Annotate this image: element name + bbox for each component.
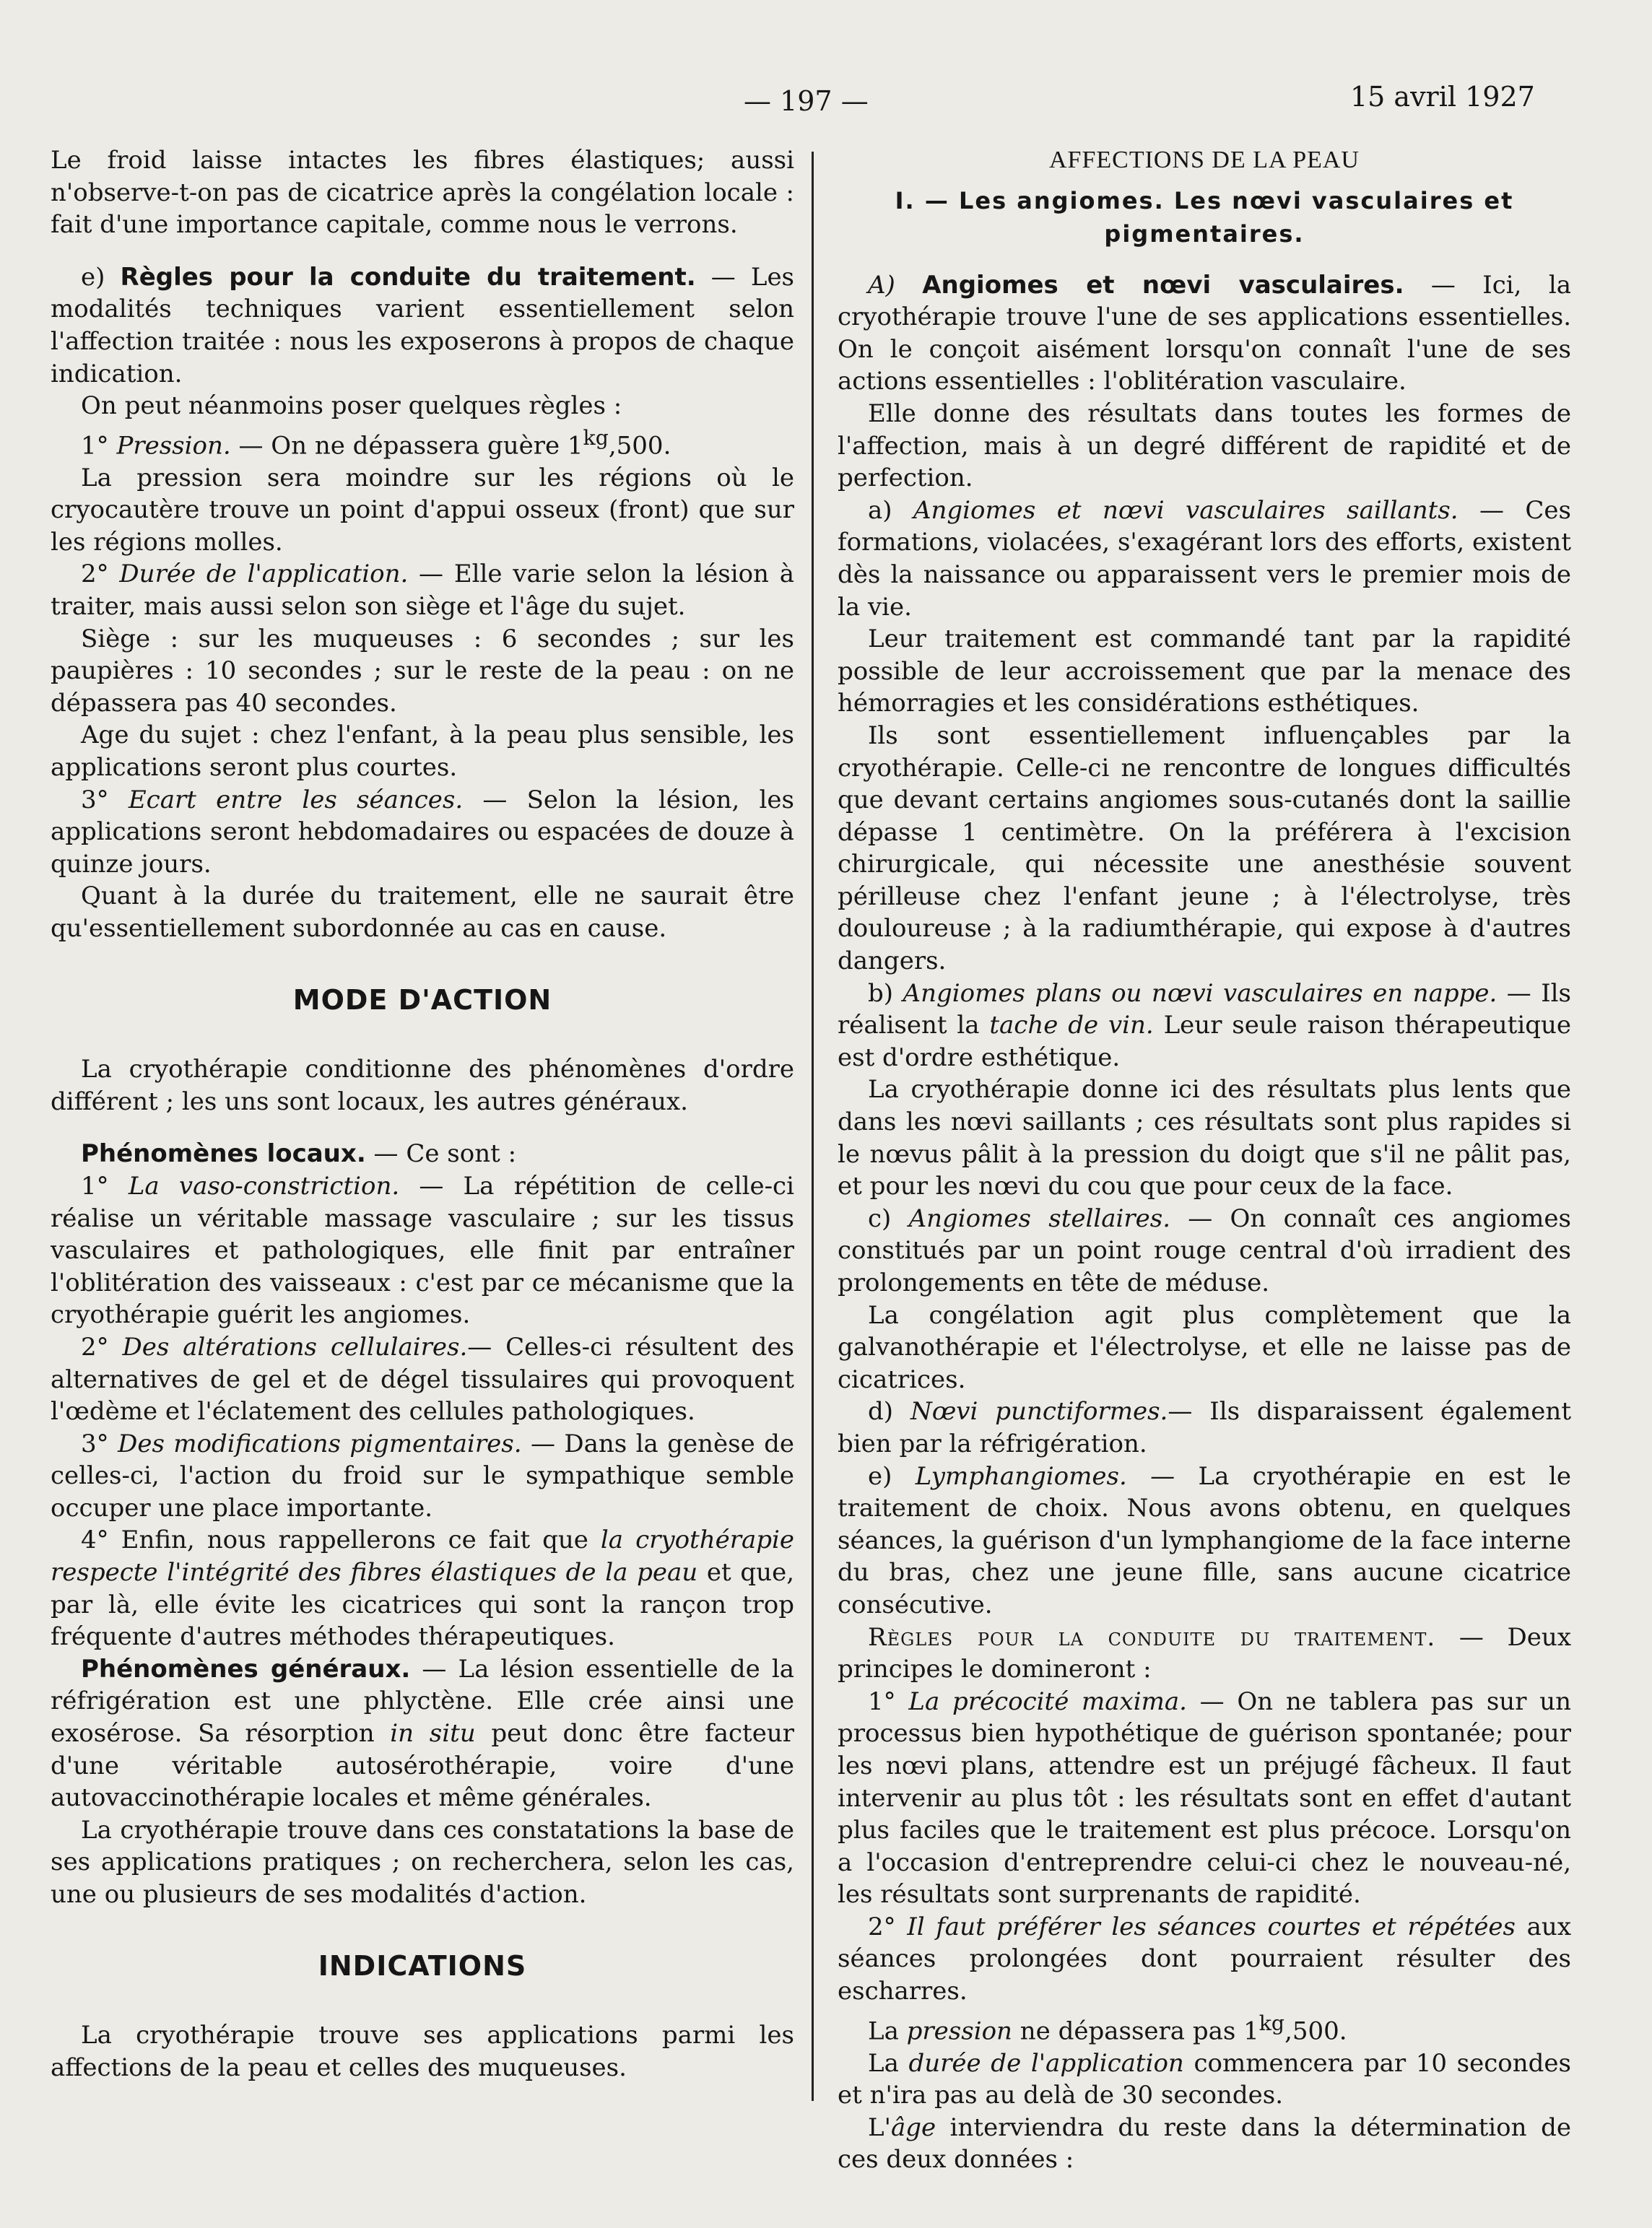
italic-term: Il faut préférer les séances courtes et répétées [907, 1912, 1516, 1941]
paragraph [51, 1170, 794, 1331]
paragraph [51, 1524, 794, 1653]
paragraph [51, 1138, 794, 1170]
subheading-inline: Phénomènes locaux. [81, 1139, 366, 1169]
italic-term: Angiomes plans ou nœvi vasculaires en nappe. [903, 978, 1497, 1008]
paragraph [838, 978, 1571, 1074]
paragraph [51, 1428, 794, 1525]
paragraph-text: ,500. [608, 431, 671, 461]
paragraph-text: Leur seule raison thérapeutique est d'ordre esthétique. [838, 1011, 1571, 1072]
left-column [51, 144, 794, 2084]
paragraph-text: L' [868, 2112, 891, 2142]
section-heading-mode-action: MODE D'ACTION [292, 983, 552, 1016]
item-number: 2° [81, 1332, 123, 1362]
paragraph: La cryothérapie trouve ses applications parmi les affections de la peau et celles des muqueuses. [51, 2021, 794, 2082]
paragraph-text: — On ne tablera pas sur un processus bien hypothétique de guérison spontanée; pour les nœvi plans, attendre est un préjugé fâcheux. Il faut intervenir au plus tôt : les résultats sont en effet d'autant plus faciles que le traitement est plus précoce. Lorsqu'on a l'occasion d'entreprendre celui-ci chez le nouveau-né, les résultats sont surprenants de rapidité. [838, 1687, 1571, 1910]
paragraph: Age du sujet : chez l'enfant, à la peau plus sensible, les applications seront plus courtes. [51, 721, 794, 783]
paragraph: La cryothérapie donne ici des résultats plus lents que dans les nœvi saillants ; ces résultats sont plus rapides si le nœvus pâlit à la pression du doigt que s'il ne pâlit pas, et pour les nœvi du cou que pour ceux de la face. [838, 1075, 1571, 1201]
item-number: 2° [868, 1912, 908, 1941]
paragraph [838, 495, 1571, 623]
column-divider [812, 152, 814, 2101]
issue-date: 15 avril 1927 [1350, 81, 1535, 113]
paragraph [838, 2112, 1571, 2176]
item-label: e) [868, 1461, 916, 1491]
subheading-inline: Phénomènes généraux. [81, 1654, 411, 1684]
paragraph: La congélation agit plus complètement que la galvanothérapie et l'électrolyse, et elle ne laisse pas de cicatrices. [838, 1300, 1571, 1394]
paragraph [838, 1686, 1571, 1911]
right-column [838, 144, 1571, 2176]
paragraph-text: — Ils disparaissent également bien par la réfrigération. [838, 1397, 1571, 1458]
item-number: 3° [81, 785, 129, 814]
paragraph-text: — La répétition de celle-ci réalise un véritable massage vasculaire ; sur les tissus vasculaires et pathologiques, elle finit par entraîner l'oblitération des vaisseaux : c'est par ce mécanisme que la cryothérapie guérit les angiomes. [51, 1171, 794, 1330]
paragraph-text: ne dépassera pas 1 [1012, 2016, 1259, 2045]
item-number: 1° [868, 1687, 909, 1716]
paragraph-text: — Ils réalisent la [838, 978, 1571, 1040]
paragraph [838, 2008, 1571, 2048]
paragraph [51, 558, 794, 622]
paragraph-text: — La lésion essentielle de la réfrigération est une phlyctène. Elle crée ainsi une exosérose. Sa résorption [51, 1654, 794, 1749]
paragraph-text: — Dans la genèse de celles-ci, l'action du froid sur le sympathique semble occuper une place importante. [51, 1429, 794, 1523]
paragraph-text: — Deux principes le domineront : [838, 1622, 1571, 1684]
paragraph-text: — Les modalités techniques varient essentiellement selon l'affection traitée : nous les exposerons à propos de chaque indication. [51, 262, 795, 388]
item-number: 3° [81, 1429, 118, 1458]
small-caps-heading: Règles pour la conduite du traitement. [868, 1622, 1436, 1652]
paragraph: On peut néanmoins poser quelques règles : [81, 391, 622, 421]
paragraph-text: — On connaît ces angiomes constitués par un point rouge central d'où irradient des prolongements en tête de méduse. [838, 1204, 1571, 1297]
section-title: AFFECTIONS DE LA PEAU [1049, 147, 1360, 173]
italic-term: La vaso-constriction. [128, 1171, 400, 1201]
paragraph-text: — Celles-ci résultent des alternatives de gel et de dégel tissulaires qui provoquent l'œdème et l'éclatement des cellules pathologiques. [51, 1332, 794, 1427]
paragraph-text: — Selon la lésion, les applications seront hebdomadaires ou espacées de douze à quinze jours. [51, 785, 794, 879]
item-label: b) [868, 978, 903, 1008]
paragraph-text: ,500. [1284, 2016, 1347, 2045]
paragraph-text: et que, par là, elle évite les cicatrices qui sont la rançon trop fréquente d'autres méthodes thérapeutiques. [51, 1558, 794, 1652]
subsection-text: Les angiomes. Les nœvi vasculaires et pigmentaires. [958, 186, 1514, 248]
item-label: c) [868, 1204, 909, 1233]
paragraph [838, 1396, 1571, 1460]
italic-term: in situ [390, 1719, 476, 1749]
paragraph-text: — On ne dépassera guère 1 [230, 431, 583, 461]
italic-term: Pression. [116, 431, 231, 461]
item-number: 1° [81, 1171, 129, 1201]
italic-term: âge [890, 2112, 936, 2142]
paragraph-text: — La cryothérapie en est le traitement de choix. Nous avons obtenu, en quelques séances, la guérison d'un lymphangiome de la face interne du bras, chez une jeune fille, sans aucune cicatrice consécutive. [838, 1461, 1571, 1619]
italic-term: Angiomes stellaires. [908, 1204, 1170, 1233]
paragraph [51, 422, 794, 462]
unit-superscript: kg [1258, 2011, 1285, 2035]
paragraph [838, 1203, 1571, 1300]
paragraph-text: — Ici, la cryothérapie trouve l'une de ses applications essentielles. On le conçoit aisément lorsqu'on connaît l'une de ses actions essentielles : l'oblitération vasculaire. [838, 270, 1571, 396]
italic-term: Durée de l'application. [119, 560, 409, 589]
item-label: e) [81, 262, 121, 292]
item-label: d) [868, 1397, 910, 1427]
paragraph [51, 1331, 794, 1428]
paragraph: Quant à la durée du traitement, elle ne saurait être qu'essentiellement subordonnée au cas en cause. [51, 882, 794, 943]
paragraph: La pression sera moindre sur les régions où le cryocautère trouve un point d'appui osseux (front) que sur les régions molles. [51, 463, 794, 557]
paragraph [838, 1461, 1571, 1622]
subsection-number: I. — [895, 186, 959, 214]
paragraph [838, 269, 1571, 398]
paragraph-text: — Ces formations, violacées, s'exagérant lors des efforts, existent dès la naissance ou apparaissent vers le premier mois de la vie. [838, 495, 1571, 622]
item-label: A) [868, 270, 923, 300]
paragraph: Elle donne des résultats dans toutes les formes de l'affection, mais à un degré différent de rapidité et de perfection. [838, 399, 1571, 493]
paragraph: Siège : sur les muqueuses : 6 secondes ; sur les paupières : 10 secondes ; sur le reste de la peau : on ne dépassera pas 40 secondes. [51, 624, 794, 718]
italic-term: Nœvi punctiformes. [910, 1397, 1168, 1427]
subsection-title [838, 184, 1571, 251]
item-label: a) [868, 495, 913, 525]
paragraph-text: commencera par 10 secondes et n'ira pas au delà de 30 secondes. [838, 2048, 1571, 2110]
paragraph: Leur traitement est commandé tant par la rapidité possible de leur accroissement que par la menace des hémorragies et les considérations esthétiques. [838, 625, 1571, 718]
subheading-inline: Règles pour la conduite du traitement. [120, 262, 696, 292]
paragraph [51, 261, 794, 390]
italic-term: tache de vin. [989, 1011, 1154, 1040]
paragraph-text: — Ce sont : [365, 1139, 517, 1169]
paragraph [838, 1911, 1571, 2008]
item-number: 2° [81, 560, 120, 589]
italic-term: Ecart entre les séances. [128, 785, 464, 814]
italic-term: durée de l'application [908, 2048, 1184, 2078]
italic-term: Angiomes et nœvi vasculaires saillants. [913, 495, 1458, 525]
italic-term: Des altérations cellulaires. [122, 1332, 468, 1362]
section-heading-indications: INDICATIONS [318, 1949, 527, 1982]
paragraph [838, 1622, 1571, 1686]
italic-term: Lymphangiomes. [915, 1461, 1127, 1491]
italic-term: la cryothérapie respecte l'intégrité des fibres élastiques de la peau [51, 1526, 795, 1588]
paragraph-text: La [868, 2048, 909, 2078]
italic-term: La précocité maxima. [908, 1687, 1187, 1716]
paragraph-text: interviendra du reste dans la détermination de ces deux données : [838, 2112, 1571, 2175]
paragraph: Le froid laisse intactes les fibres élastiques; aussi n'observe-t-on pas de cicatrice après la congélation locale : fait d'une importance capitale, comme nous le verrons. [51, 146, 794, 240]
item-number: 1° [81, 431, 117, 461]
subheading-inline: Angiomes et nœvi vasculaires. [922, 270, 1404, 300]
paragraph [51, 1653, 794, 1814]
paragraph-text: 4° Enfin, nous rappellerons ce fait que [81, 1526, 601, 1555]
paragraph: Ils sont essentiellement influençables par la cryothérapie. Celle-ci ne rencontre de longues difficultés que devant certains angiomes sous-cutanés dont la saillie dépasse 1 centimètre. On la préférera à l'excision chirurgicale, qui nécessite une anesthésie souvent périlleuse chez l'enfant jeune ; à l'électrolyse, très douloureuse ; à la radiumthérapie, qui expose à d'autres dangers. [838, 721, 1571, 976]
paragraph-text: aux séances prolongées dont pourraient résulter des escharres. [838, 1912, 1571, 2006]
paragraph [51, 784, 794, 881]
italic-term: pression [906, 2016, 1012, 2045]
italic-term: Des modifications pigmentaires. [118, 1429, 522, 1458]
paragraph: La cryothérapie conditionne des phénomènes d'ordre différent ; les uns sont locaux, les autres généraux. [51, 1055, 794, 1116]
paragraph-text: La [868, 2016, 907, 2045]
paragraph: La cryothérapie trouve dans ces constatations la base de ses applications pratiques ; on recherchera, selon les cas, une ou plusieurs de ses modalités d'action. [51, 1815, 794, 1910]
page-number: — 197 — [744, 85, 869, 117]
unit-superscript: kg [583, 425, 609, 450]
paragraph-text: peut donc être facteur d'une véritable autosérothérapie, voire d'une autovaccinothérapie locales et même générales. [51, 1719, 794, 1813]
paragraph [838, 2048, 1571, 2112]
paragraph-text: — Elle varie selon la lésion à traiter, mais aussi selon son siège et l'âge du sujet. [51, 560, 794, 622]
